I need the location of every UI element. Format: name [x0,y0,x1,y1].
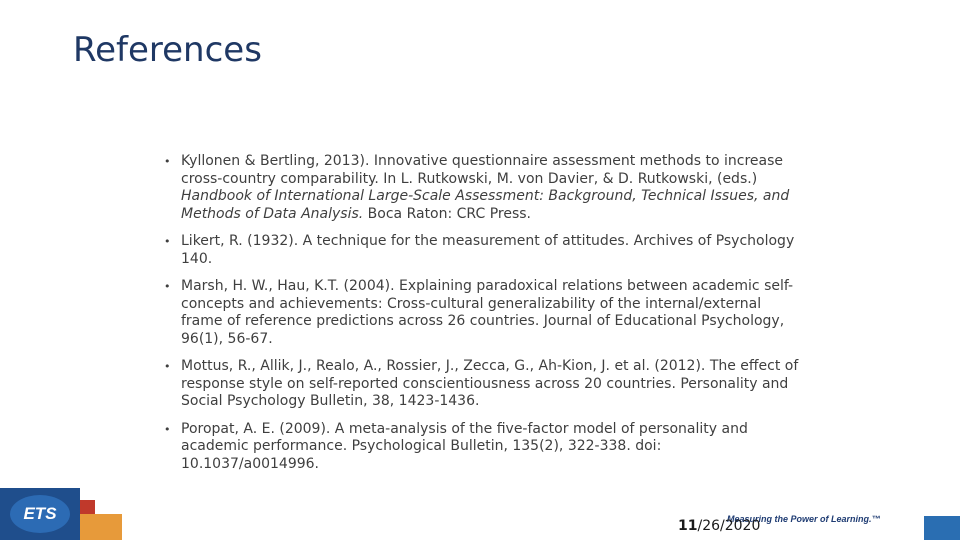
bullet-icon: • [164,280,171,293]
bullet-icon: • [164,235,171,248]
tagline: Measuring the Power of Learning.™ [727,514,881,524]
reference-item [162,153,802,223]
bullet-icon: • [164,422,171,436]
orange-accent-block [80,514,122,540]
reference-text: Likert, R. (1932). A technique for the measurement of attitudes. Archives of Psychology 140. [181,233,795,267]
reference-text: Mottus, R., Allik, J., Realo, A., Rossier, J., Zecca, G., Ah-Kion, J. et al. (2012). The effect of response style on self-reported conscientiousness across 20 countries. Personality and Social Psychology Bulletin, 38, 1423-1436. [181,358,799,409]
reference-list [162,153,802,483]
ets-logo-icon: ETS [10,495,70,533]
reference-item [162,421,802,474]
reference-item [162,358,802,411]
bullet-icon: • [164,360,171,373]
slide-date: 11/26/2020 [678,518,761,534]
reference-item [162,278,802,348]
reference-text: Kyllonen & Bertling, 2013). Innovative questionnaire assessment methods to increase cross-country comparability. In L. Rutkowski, M. von Davier, & D. Rutkowski, (eds.) Handbook of International Large-Scale Assessment: Background, Technical Issues, and Methods of Data Analysis. Boca Raton: CRC Press. [181,153,790,222]
reference-text: Poropat, A. E. (2009). A meta-analysis of the five-factor model of personality and academic performance. Psychological Bulletin, 135(2), 322-338. doi: 10.1037/a0014996. [181,420,748,472]
slide-title: References [73,30,262,70]
blue-accent-block [924,516,960,540]
reference-text: Marsh, H. W., Hau, K.T. (2004). Explaining paradoxical relations between academic self-concepts and achievements: Cross-cultural generalizability of the internal/external frame of reference predictions across 26 countries. Journal of Educational Psychology, 96(1), 56-67. [181,278,794,347]
bullet-icon: • [164,155,171,168]
reference-item [162,233,802,268]
